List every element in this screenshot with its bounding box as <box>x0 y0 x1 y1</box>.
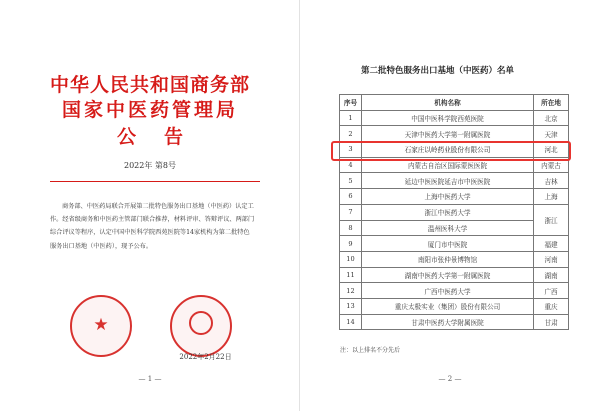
header-index: 序号 <box>340 95 362 111</box>
row-index: 6 <box>340 189 362 205</box>
row-index: 7 <box>340 204 362 220</box>
row-index: 10 <box>340 251 362 267</box>
page-number-left: — 1 — <box>138 375 162 383</box>
row-institution: 温州医科大学 <box>361 220 533 236</box>
table-row <box>340 204 569 220</box>
row-index: 11 <box>340 267 362 283</box>
header-location: 所在地 <box>534 95 569 111</box>
row-index: 12 <box>340 283 362 299</box>
row-location: 湖南 <box>534 267 569 283</box>
row-index: 9 <box>340 236 362 252</box>
row-index: 13 <box>340 298 362 314</box>
row-index: 8 <box>340 220 362 236</box>
row-institution: 重庆太极实业（集团）股份有限公司 <box>361 298 533 314</box>
emblem-icon <box>189 311 213 335</box>
highlight-box-row-3 <box>331 141 571 161</box>
row-institution: 延边中医医院延吉市中医医院 <box>361 173 533 189</box>
table-row <box>340 236 569 252</box>
table-footnote: 注：以上排名不分先后 <box>340 347 401 354</box>
row-location: 河南 <box>534 251 569 267</box>
row-index: 3 <box>340 142 362 158</box>
row-location: 甘肃 <box>534 314 569 330</box>
list-title: 第二批特色服务出口基地（中医药）名单 <box>360 66 514 76</box>
header-institution: 机构名称 <box>361 95 533 111</box>
table-row <box>340 298 569 314</box>
red-divider <box>50 181 260 182</box>
row-institution: 上海中医药大学 <box>361 189 533 205</box>
row-institution: 天津中医药大学第一附属医院 <box>361 126 533 142</box>
row-index: 4 <box>340 157 362 173</box>
row-institution: 甘肃中医药大学附属医院 <box>361 314 533 330</box>
row-location: 河北 <box>534 142 569 158</box>
row-location: 上海 <box>534 189 569 205</box>
table-row <box>340 110 569 126</box>
row-location: 天津 <box>534 126 569 142</box>
ministry-title-tcm: 国家中医药管理局 <box>61 99 238 121</box>
table-row <box>340 173 569 189</box>
row-institution: 厦门市中医院 <box>361 236 533 252</box>
sign-date: 2022年2月22日 <box>179 353 232 361</box>
ministry-title-commerce: 中华人民共和国商务部 <box>49 74 250 96</box>
notice-body-text: 商务部、中医药局联合开展第二批特色服务出口基地（中医药）认定工作。经省级商务和中医药主管部门联合推荐，材料评审、答辩评议、两部门综合评议等程序，认定中国中医科学院西苑医院等14家机构为第二批特色服务出口基地（中医药），现予公布。 <box>50 203 255 250</box>
table-row <box>340 189 569 205</box>
row-location: 内蒙古 <box>534 157 569 173</box>
row-index: 2 <box>340 126 362 142</box>
star-icon: ★ <box>93 315 109 335</box>
base-list-table <box>339 94 569 330</box>
notice-title: 公告 <box>116 126 211 148</box>
official-seal-tcm <box>170 295 232 357</box>
official-seal-commerce <box>70 295 132 357</box>
table-row <box>340 314 569 330</box>
table-header-row <box>340 95 569 111</box>
row-location: 北京 <box>534 110 569 126</box>
row-institution: 湖南中医药大学第一附属医院 <box>361 267 533 283</box>
table-row <box>340 251 569 267</box>
row-location: 吉林 <box>534 173 569 189</box>
table-row <box>340 267 569 283</box>
table-row <box>340 126 569 142</box>
row-index: 1 <box>340 110 362 126</box>
row-location: 福建 <box>534 236 569 252</box>
row-location: 重庆 <box>534 298 569 314</box>
row-index: 5 <box>340 173 362 189</box>
page-number-right: — 2 — <box>438 375 462 383</box>
row-institution: 中国中医科学院西苑医院 <box>361 110 533 126</box>
document-number: 2022年 第8号 <box>124 161 176 170</box>
table-row <box>340 283 569 299</box>
row-institution: 南阳市张仲景博物馆 <box>361 251 533 267</box>
row-institution: 石家庄以岭药业股份有限公司 <box>361 142 533 158</box>
row-index: 14 <box>340 314 362 330</box>
row-institution: 内蒙古自治区国际蒙医医院 <box>361 157 533 173</box>
row-location: 广西 <box>534 283 569 299</box>
row-location-merged: 浙江 <box>534 204 569 235</box>
row-institution: 广西中医药大学 <box>361 283 533 299</box>
row-institution: 浙江中医药大学 <box>361 204 533 220</box>
